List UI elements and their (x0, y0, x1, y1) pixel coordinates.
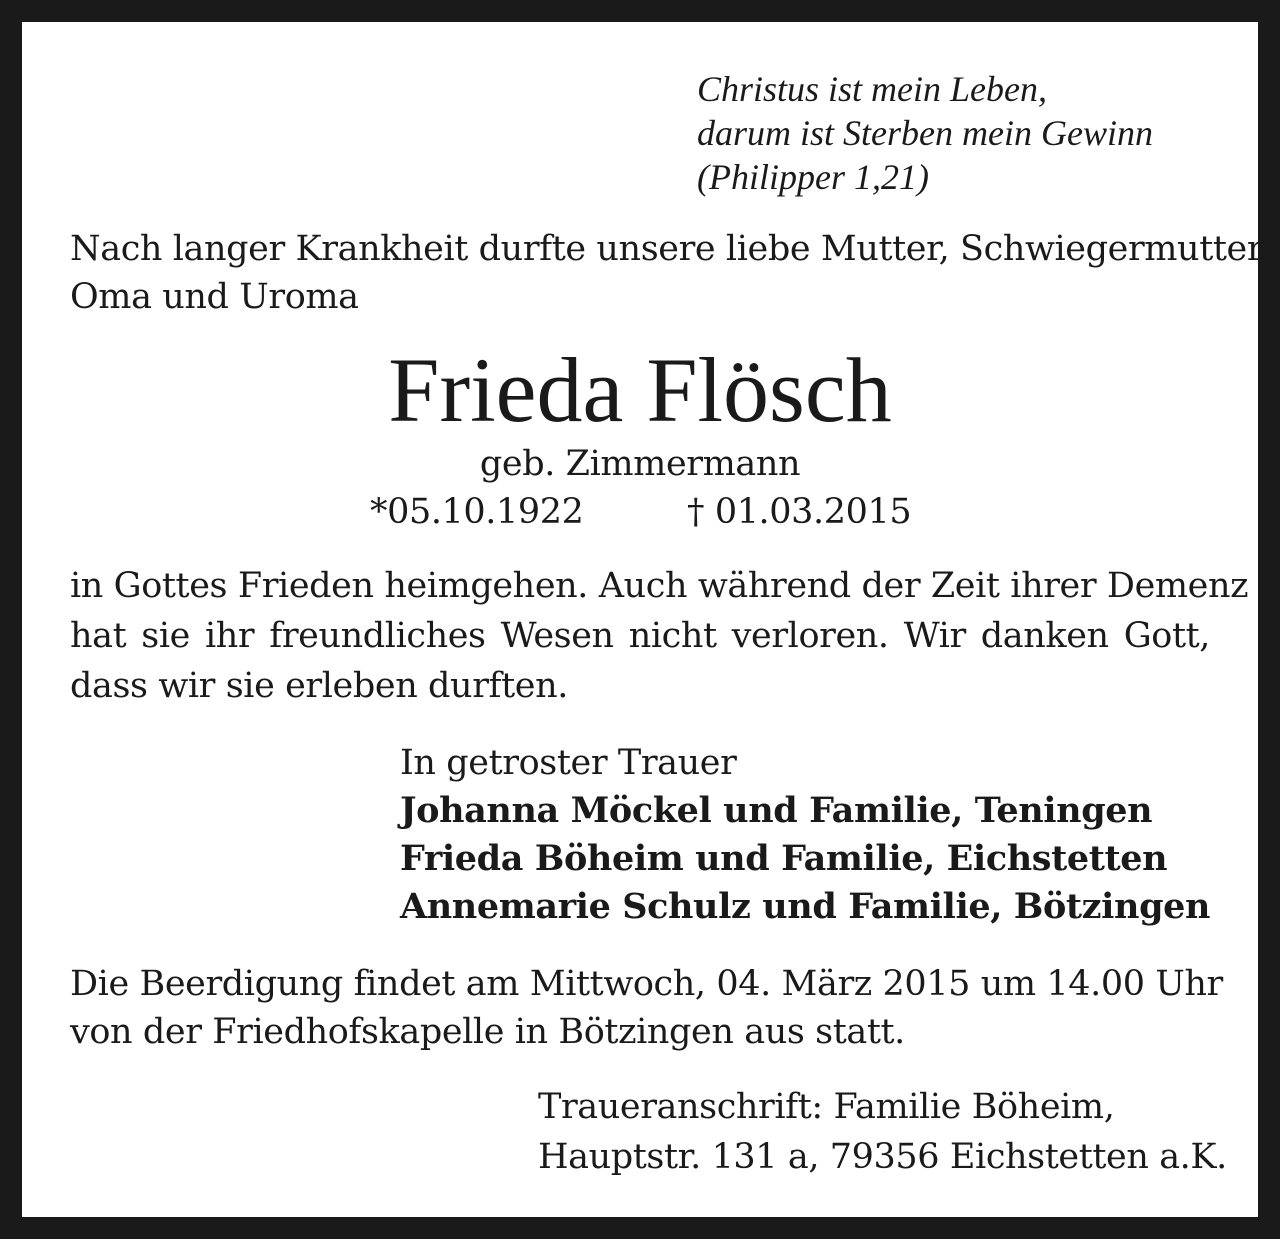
intro-line-2: Oma und Uroma (70, 277, 359, 317)
intro-line-1: Nach langer Krankheit durfte unsere liebe Mutter, Schwiegermutter, (70, 229, 1271, 269)
mourning-address-line-1: Traueranschrift: Familie Böheim, (538, 1087, 1115, 1127)
birth-name: geb. Zimmermann (479, 444, 801, 484)
mourners-heading: In getroster Trauer (400, 743, 737, 783)
mourner-family: Annemarie Schulz und Familie, Bötzingen (400, 886, 1211, 927)
funeral-line-1: Die Beerdigung findet am Mittwoch, 04. März 2015 um 14.00 Uhr (70, 964, 1223, 1004)
birth-date: *05.10.1922 (370, 492, 584, 532)
mourner-family: Frieda Böheim und Familie, Eichstetten (400, 838, 1168, 879)
mourner-family: Johanna Möckel und Familie, Teningen (400, 790, 1153, 831)
message-line-2: hat sie ihr freundliches Wesen nicht verloren. Wir danken Gott, (70, 616, 1210, 656)
death-date: † 01.03.2015 (687, 492, 912, 532)
message-line-1: in Gottes Frieden heimgehen. Auch während der Zeit ihrer Demenz (70, 566, 1249, 606)
verse-line-2: darum ist Sterben mein Gewinn (697, 113, 1153, 153)
message-line-3: dass wir sie erleben durften. (70, 666, 568, 706)
verse-reference: (Philipper 1,21) (697, 157, 929, 197)
mourning-address-line-2: Hauptstr. 131 a, 79356 Eichstetten a.K. (538, 1137, 1227, 1177)
deceased-name: Frieda Flösch (388, 339, 892, 441)
verse-line-1: Christus ist mein Leben, (697, 69, 1048, 109)
funeral-line-2: von der Friedhofskapelle in Bötzingen aus statt. (70, 1012, 905, 1052)
